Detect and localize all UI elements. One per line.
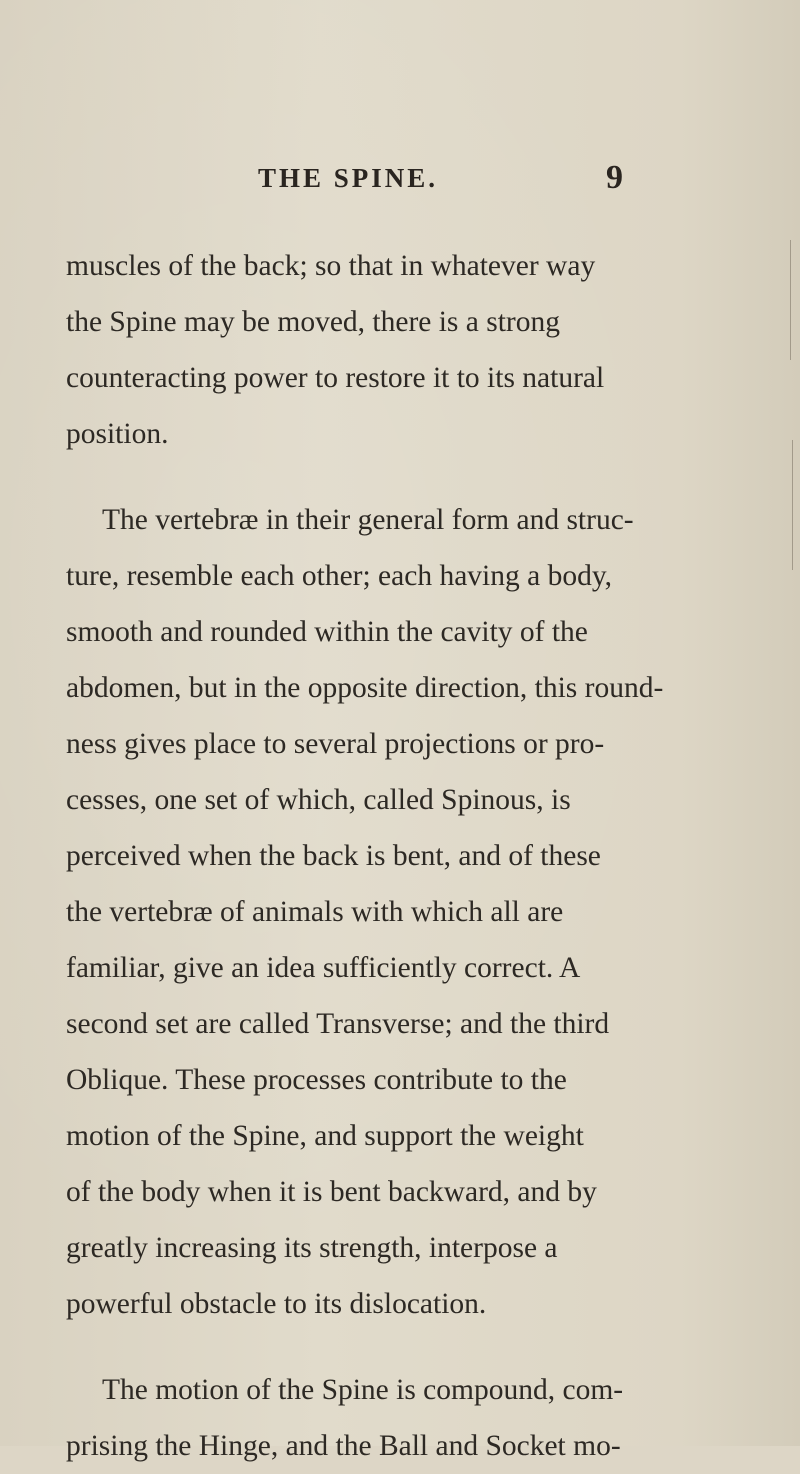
text-line: smooth and rounded within the cavity of the (66, 616, 588, 648)
text-line: abdomen, but in the opposite direction, this round- (66, 672, 664, 704)
show-through-mark (790, 240, 791, 360)
page-header (0, 159, 800, 203)
text-line: of the body when it is bent backward, and by (66, 1176, 597, 1208)
text-line: powerful obstacle to its dislocation. (66, 1288, 487, 1320)
running-head: THE SPINE. (258, 163, 439, 193)
text-line: Oblique. These processes contribute to the (66, 1064, 567, 1096)
page-number: 9 (606, 159, 623, 196)
paragraph-1 (66, 238, 786, 462)
text-line: the Spine may be moved, there is a strong (66, 306, 561, 338)
text-line: the vertebræ of animals with which all are (66, 896, 564, 928)
text-line: perceived when the back is bent, and of these (66, 840, 601, 872)
text-line: motion of the Spine, and support the weight (66, 1120, 584, 1152)
text-line: counteracting power to restore it to its natural (66, 362, 605, 394)
paragraph-3 (66, 1362, 786, 1474)
text-line: ture, resemble each other; each having a body, (66, 560, 613, 592)
body-text (66, 238, 786, 1474)
text-line: cesses, one set of which, called Spinous, is (66, 784, 571, 816)
paragraph-2 (66, 492, 786, 1332)
text-line: second set are called Transverse; and the third (66, 1008, 610, 1040)
text-line: muscles of the back; so that in whatever way (66, 250, 596, 282)
text-line: position. (66, 418, 169, 450)
text-line: greatly increasing its strength, interpose a (66, 1232, 558, 1264)
show-through-mark (792, 440, 793, 570)
text-line: prising the Hinge, and the Ball and Socket mo- (66, 1430, 621, 1462)
text-line: familiar, give an idea sufficiently correct. A (66, 952, 581, 984)
text-line: ness gives place to several projections or pro- (66, 728, 605, 760)
text-line: The vertebræ in their general form and struc- (102, 504, 634, 536)
text-line: The motion of the Spine is compound, com- (102, 1374, 624, 1406)
